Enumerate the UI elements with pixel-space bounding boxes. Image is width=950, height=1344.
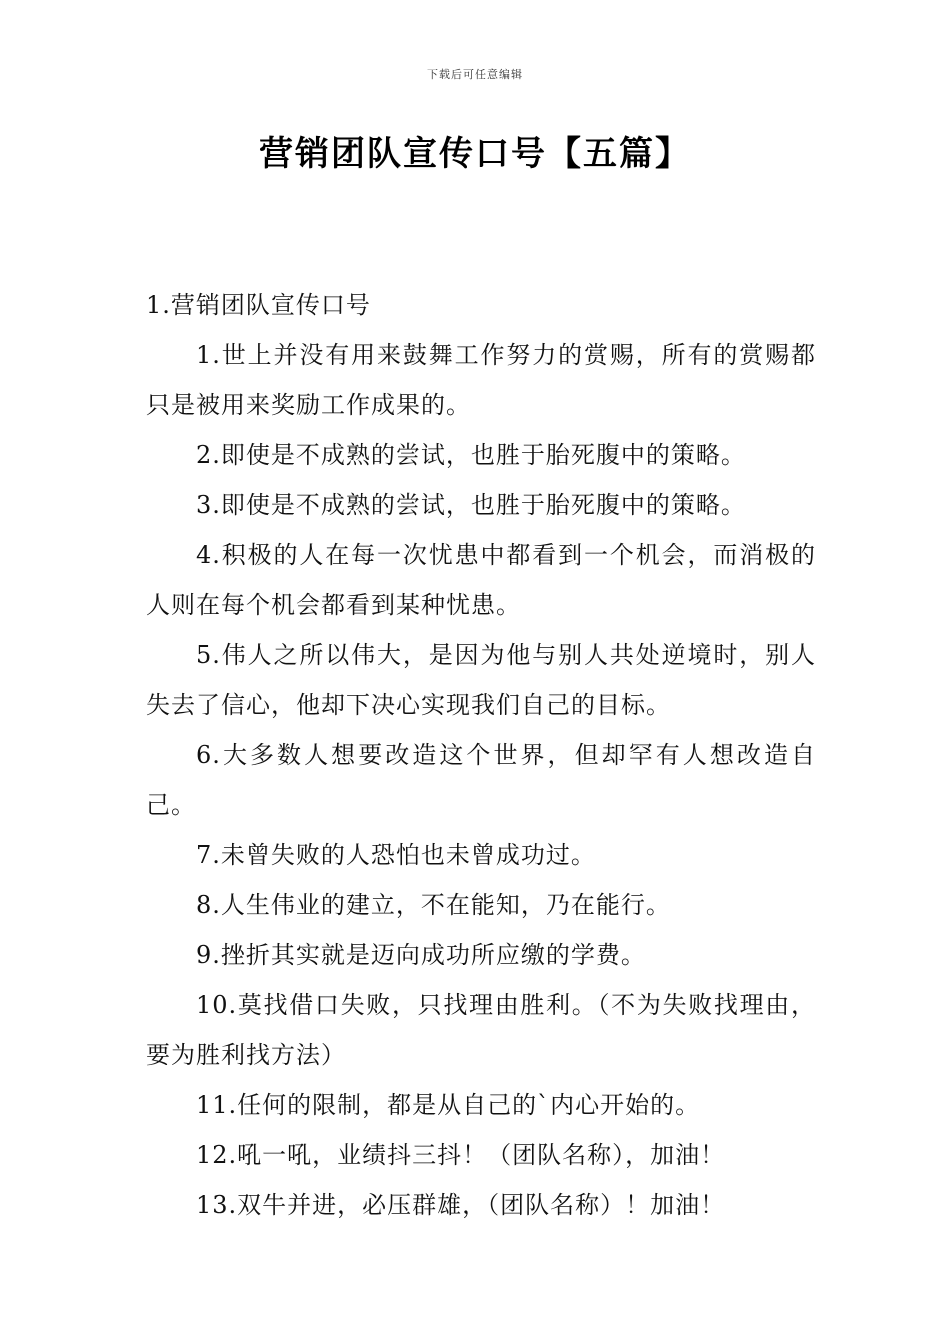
list-item: 6.大多数人想要改造这个世界，但却罕有人想改造自己。 <box>146 741 816 819</box>
document-body <box>146 280 816 1230</box>
document-title: 营销团队宣传口号【五篇】 <box>259 134 691 174</box>
list-item: 5.伟人之所以伟大，是因为他与别人共处逆境时，别人失去了信心，他却下决心实现我们自己的目标。 <box>146 641 816 719</box>
section-heading: 1.营销团队宣传口号 <box>146 291 371 319</box>
list-item: 8.人生伟业的建立，不在能知，乃在能行。 <box>196 891 671 919</box>
list-item: 12.吼一吼，业绩抖三抖！（团队名称），加油！ <box>196 1141 726 1169</box>
list-item: 4.积极的人在每一次忧患中都看到一个机会，而消极的人则在每个机会都看到某种忧患。 <box>146 541 816 619</box>
header-note: 下载后可任意编辑 <box>427 68 523 81</box>
list-item: 3.即使是不成熟的尝试，也胜于胎死腹中的策略。 <box>196 491 746 519</box>
list-item: 2.即使是不成熟的尝试，也胜于胎死腹中的策略。 <box>196 441 746 469</box>
list-item: 10.莫找借口失败，只找理由胜利。（不为失败找理由，要为胜利找方法） <box>146 991 816 1069</box>
list-item: 11.任何的限制，都是从自己的`内心开始的。 <box>196 1091 701 1119</box>
list-item: 13.双牛并进，必压群雄，（团队名称）！加油！ <box>196 1191 726 1219</box>
list-item: 1.世上并没有用来鼓舞工作努力的赏赐，所有的赏赐都只是被用来奖励工作成果的。 <box>146 341 816 419</box>
list-item: 7.未曾失败的人恐怕也未曾成功过。 <box>196 841 596 869</box>
list-item: 9.挫折其实就是迈向成功所应缴的学费。 <box>196 941 646 969</box>
